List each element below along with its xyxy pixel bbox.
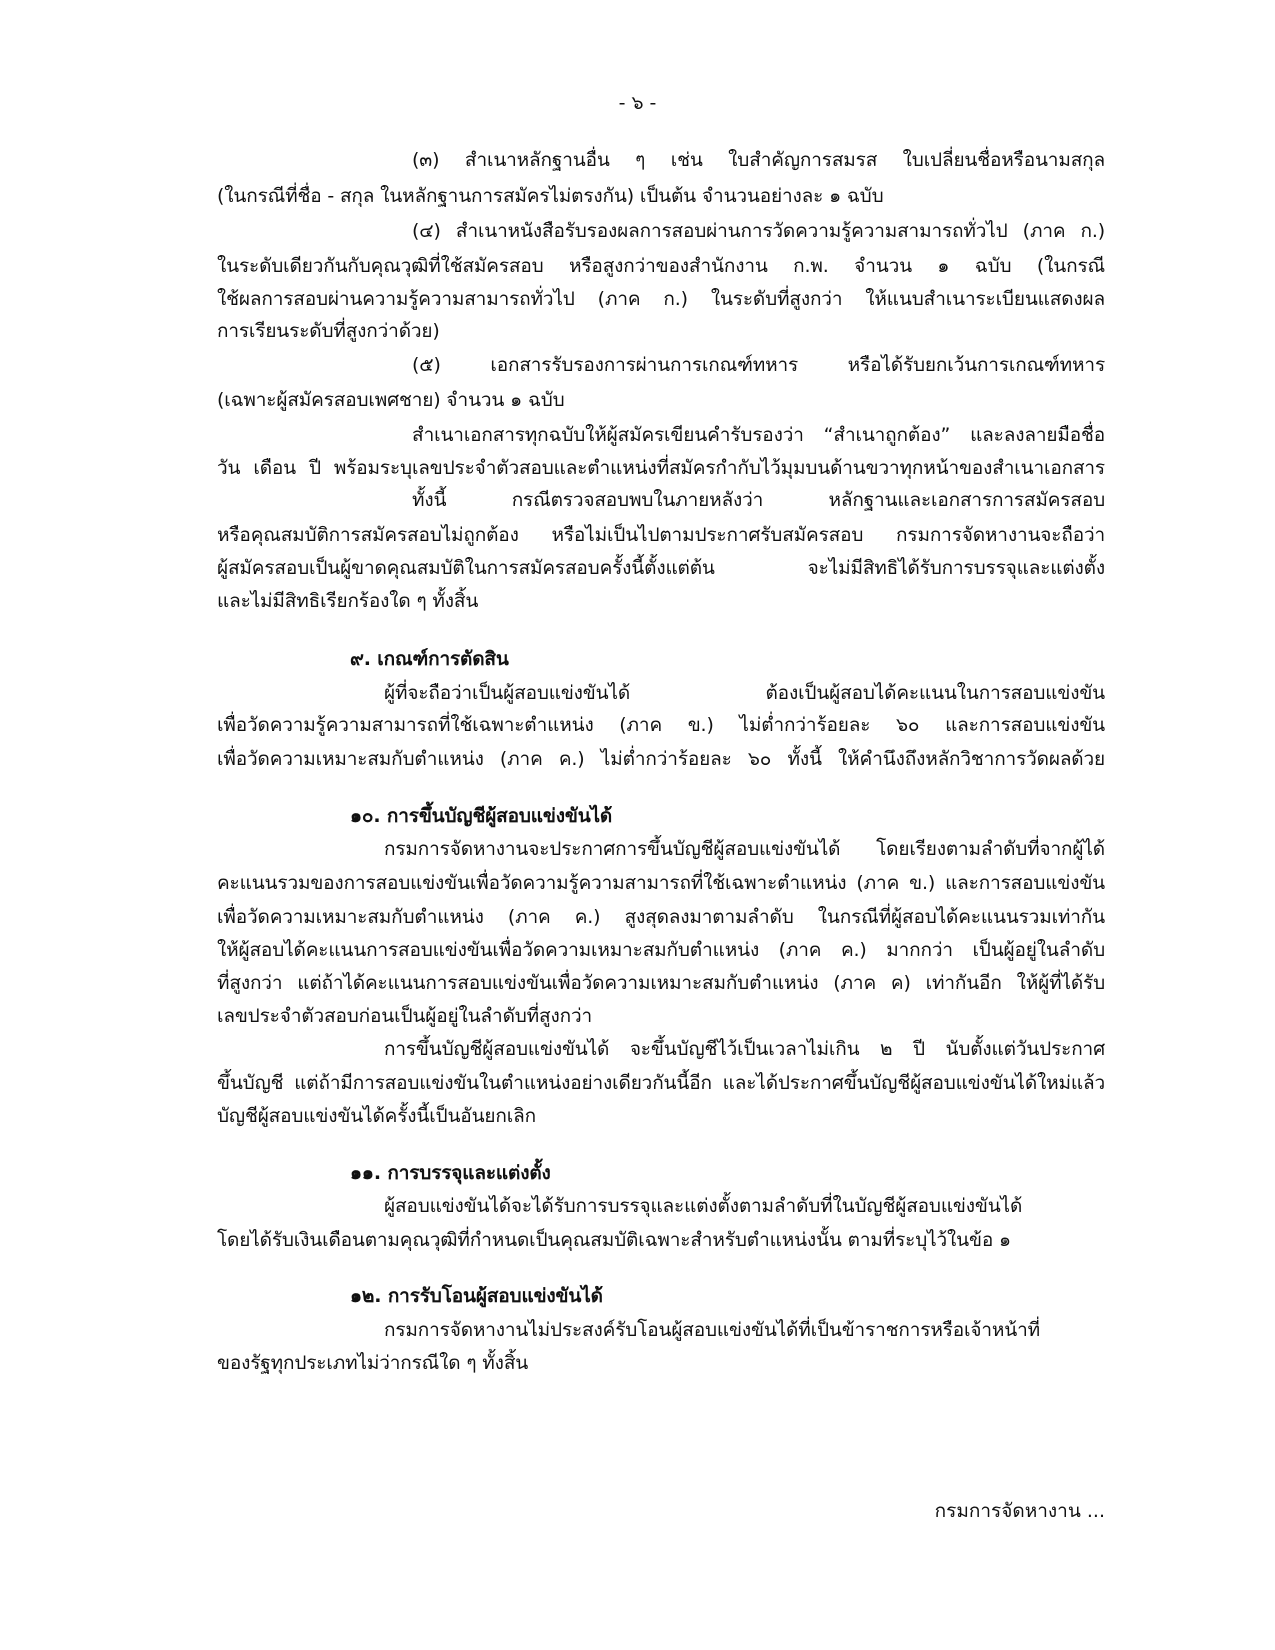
paragraph-line: ขึ้นบัญชี แต่ถ้ามีการสอบแข่งขันในตำแหน่งอย่างเดียวกันนี้อีก และได้ประกาศขึ้นบัญชีผู้สอบแข่งขันได้ใหม่แล้ว — [217, 1072, 1105, 1094]
paragraph-line: บัญชีผู้สอบแข่งขันได้ครั้งนี้เป็นอันยกเลิก — [217, 1105, 536, 1127]
page-number: - ๖ - — [618, 92, 657, 114]
paragraph-line: ที่สูงกว่า แต่ถ้าได้คะแนนการสอบแข่งขันเพื่อวัดความเหมาะสมกับตำแหน่ง (ภาค ค) เท่ากันอีก ให้ผู้ที่ได้รับ — [217, 972, 1105, 994]
paragraph-line: (ในกรณีที่ชื่อ - สกุล ในหลักฐานการสมัครไม่ตรงกัน) เป็นต้น จำนวนอย่างละ ๑ ฉบับ — [217, 185, 884, 207]
paragraph-line: คะแนนรวมของการสอบแข่งขันเพื่อวัดความรู้ความสามารถที่ใช้เฉพาะตำแหน่ง (ภาค ข.) และการสอบแข่งขัน — [217, 872, 1105, 894]
paragraph-line: กรมการจัดหางานไม่ประสงค์รับโอนผู้สอบแข่งขันได้ที่เป็นข้าราชการหรือเจ้าหน้าที่ — [384, 1319, 1040, 1341]
paragraph-line: และไม่มีสิทธิเรียกร้องใด ๆ ทั้งสิ้น — [217, 590, 479, 612]
paragraph-line: การเรียนระดับที่สูงกว่าด้วย) — [217, 320, 440, 342]
continuation-footer: กรมการจัดหางาน ... — [934, 1500, 1105, 1522]
paragraph-line: ให้ผู้สอบได้คะแนนการสอบแข่งขันเพื่อวัดความเหมาะสมกับตำแหน่ง (ภาค ค.) มากกว่า เป็นผู้อยู่ในลำดับ — [217, 939, 1105, 961]
paragraph-line: การขึ้นบัญชีผู้สอบแข่งขันได้ จะขึ้นบัญชีไว้เป็นเวลาไม่เกิน ๒ ปี นับตั้งแต่วันประกาศ — [384, 1038, 1105, 1060]
paragraph-line: เพื่อวัดความรู้ความสามารถที่ใช้เฉพาะตำแหน่ง (ภาค ข.) ไม่ต่ำกว่าร้อยละ ๖๐ และการสอบแข่งขัน — [217, 714, 1105, 736]
paragraph-line: (เฉพาะผู้สมัครสอบเพศชาย) จำนวน ๑ ฉบับ — [217, 389, 565, 411]
paragraph-line: ใช้ผลการสอบผ่านความรู้ความสามารถทั่วไป (ภาค ก.) ในระดับที่สูงกว่า ให้แนบสำเนาระเบียนแสดงผล — [217, 288, 1105, 310]
section-heading: ๑๒. การรับโอนผู้สอบแข่งขันได้ — [350, 1285, 603, 1307]
paragraph-line: เพื่อวัดความเหมาะสมกับตำแหน่ง (ภาค ค.) สูงสุดลงมาตามลำดับ ในกรณีที่ผู้สอบได้คะแนนรวมเท่ากัน — [217, 906, 1105, 928]
paragraph-line: (๕) เอกสารรับรองการผ่านการเกณฑ์ทหาร หรือได้รับยกเว้นการเกณฑ์ทหาร — [412, 354, 1105, 376]
paragraph-line: ของรัฐทุกประเภทไม่ว่ากรณีใด ๆ ทั้งสิ้น — [217, 1352, 529, 1374]
paragraph-line: เพื่อวัดความเหมาะสมกับตำแหน่ง (ภาค ค.) ไม่ต่ำกว่าร้อยละ ๖๐ ทั้งนี้ ให้คำนึงถึงหลักวิชาการวัดผลด้วย — [217, 748, 1105, 770]
paragraph-line: สำเนาเอกสารทุกฉบับให้ผู้สมัครเขียนคำรับรองว่า “สำเนาถูกต้อง” และลงลายมือชื่อ — [412, 424, 1105, 446]
section-heading: ๙. เกณฑ์การตัดสิน — [350, 648, 509, 670]
paragraph-line: โดยได้รับเงินเดือนตามคุณวุฒิที่กำหนดเป็นคุณสมบัติเฉพาะสำหรับตำแหน่งนั้น ตามที่ระบุไว้ในข้อ ๑ — [217, 1229, 1011, 1251]
paragraph-line: หรือคุณสมบัติการสมัครสอบไม่ถูกต้อง หรือไม่เป็นไปตามประกาศรับสมัครสอบ กรมการจัดหางานจะถือว่า — [217, 524, 1105, 546]
section-heading: ๑๑. การบรรจุและแต่งตั้ง — [350, 1162, 551, 1184]
paragraph-line: ผู้สอบแข่งขันได้จะได้รับการบรรจุและแต่งตั้งตามลำดับที่ในบัญชีผู้สอบแข่งขันได้ — [384, 1195, 1023, 1217]
section-heading: ๑๐. การขึ้นบัญชีผู้สอบแข่งขันได้ — [350, 805, 613, 827]
paragraph-line: (๔) สำเนาหนังสือรับรองผลการสอบผ่านการวัดความรู้ความสามารถทั่วไป (ภาค ก.) — [412, 220, 1105, 242]
paragraph-line: (๓) สำเนาหลักฐานอื่น ๆ เช่น ใบสำคัญการสมรส ใบเปลี่ยนชื่อหรือนามสกุล — [412, 149, 1105, 171]
paragraph-line: กรมการจัดหางานจะประกาศการขึ้นบัญชีผู้สอบแข่งขันได้ โดยเรียงตามลำดับที่จากผู้ได้ — [384, 838, 1105, 860]
paragraph-line: วัน เดือน ปี พร้อมระบุเลขประจำตัวสอบและตำแหน่งที่สมัครกำกับไว้มุมบนด้านขวาทุกหน้าของสำเนาเอกสาร — [217, 457, 1105, 479]
paragraph-line: ในระดับเดียวกันกับคุณวุฒิที่ใช้สมัครสอบ หรือสูงกว่าของสำนักงาน ก.พ. จำนวน ๑ ฉบับ (ในกรณี — [217, 255, 1105, 277]
paragraph-line: ผู้สมัครสอบเป็นผู้ขาดคุณสมบัติในการสมัครสอบครั้งนี้ตั้งแต่ต้น จะไม่มีสิทธิได้รับการบรรจุและแต่งตั้ง — [217, 557, 1105, 579]
paragraph-line: เลขประจำตัวสอบก่อนเป็นผู้อยู่ในลำดับที่สูงกว่า — [217, 1005, 593, 1027]
paragraph-line: ผู้ที่จะถือว่าเป็นผู้สอบแข่งขันได้ ต้องเป็นผู้สอบได้คะแนนในการสอบแข่งขัน — [384, 682, 1105, 704]
paragraph-line: ทั้งนี้ กรณีตรวจสอบพบในภายหลังว่า หลักฐานและเอกสารการสมัครสอบ — [412, 489, 1105, 511]
